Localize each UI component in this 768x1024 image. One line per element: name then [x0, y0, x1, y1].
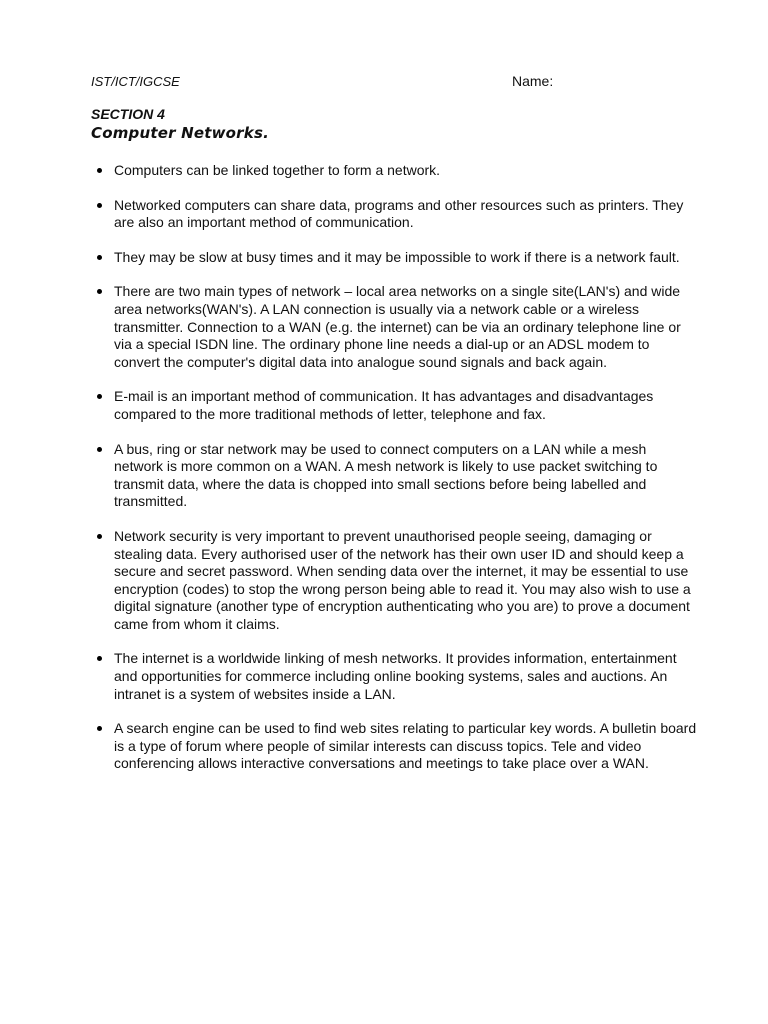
bullet-item: The internet is a worldwide linking of mesh networks. It provides information, entertainment and opportunities for commerce including online booking systems, sales and auctions. An intranet is a system of websites inside a LAN.	[114, 650, 699, 703]
bullet-item: There are two main types of network – local area networks on a single site(LAN's) and wide area networks(WAN's). A LAN connection is usually via a network cable or a wireless transmitter. Connection to a WAN (e.g. the internet) can be via an ordinary telephone line or via a special ISDN line. The ordinary phone line needs a dial-up or an ADSL modem to convert the computer's digital data into analogue sound signals and back again.	[114, 283, 699, 371]
section-number: SECTION 4	[91, 106, 165, 122]
bullet-item: E-mail is an important method of communication. It has advantages and disadvantages compared to the more traditional methods of letter, telephone and fax.	[114, 388, 699, 423]
course-code: IST/ICT/IGCSE	[91, 74, 180, 89]
bullet-item: They may be slow at busy times and it may be impossible to work if there is a network fault.	[114, 249, 699, 267]
bullet-item: Computers can be linked together to form a network.	[114, 162, 699, 180]
bullet-item: A bus, ring or star network may be used to connect computers on a LAN while a mesh network is more common on a WAN. A mesh network is likely to use packet switching to transmit data, where the data is chopped into small sections before being labelled and transmitted.	[114, 441, 699, 511]
name-label: Name:	[512, 73, 554, 89]
bullet-list	[114, 162, 699, 790]
bullet-item: Networked computers can share data, programs and other resources such as printers. They are also an important method of communication.	[114, 197, 699, 232]
bullet-item: Network security is very important to prevent unauthorised people seeing, damaging or stealing data. Every authorised user of the network has their own user ID and should keep a secure and secret password. When sending data over the internet, it may be essential to use encryption (codes) to stop the wrong person being able to read it. You may also wish to use a digital signature (another type of encryption authenticating who you are) to prove a document came from whom it claims.	[114, 528, 699, 634]
section-title: Computer Networks.	[91, 124, 269, 142]
bullet-item: A search engine can be used to find web sites relating to particular key words. A bulletin board is a type of forum where people of similar interests can discuss topics. Tele and video conferencing allows interactive conversations and meetings to take place over a WAN.	[114, 720, 699, 773]
